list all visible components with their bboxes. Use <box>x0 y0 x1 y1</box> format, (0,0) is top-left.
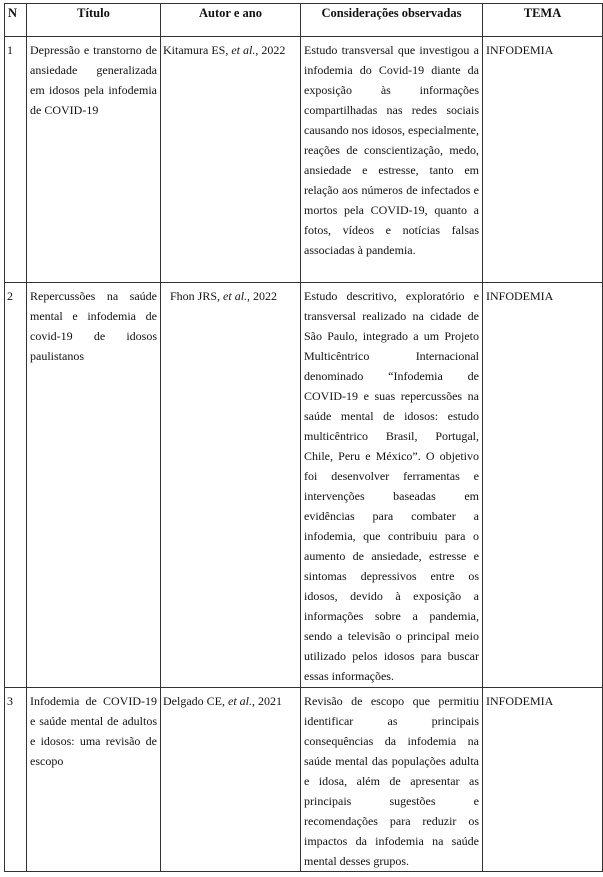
author-name: Fhon JRS, <box>170 289 221 303</box>
row-theme: INFODEMIA <box>483 688 603 872</box>
author-year: , 2022 <box>247 289 278 303</box>
considerations-text: Estudo transversal que investigou a infodemia do Covid-19 diante da exposição às informações compartilhadas nas redes sociais causando nos idosos, especialmente, reações de conscientização, medo, ansiedade e estresse, tanto em relação aos números de infectados e <box>304 43 479 197</box>
row-author <box>161 688 301 872</box>
row-theme: INFODEMIA <box>483 283 603 688</box>
header-row <box>5 4 603 37</box>
header-titulo: Título <box>27 4 161 37</box>
header-n: N <box>5 4 27 37</box>
row-number: 2 <box>5 283 27 688</box>
author-name: Delgado CE, <box>163 694 225 708</box>
author-etal: et al. <box>228 694 252 708</box>
author-name: Kitamura ES, <box>163 43 229 57</box>
row-number: 1 <box>5 37 27 283</box>
author-etal: et al. <box>231 43 256 57</box>
author-year: , 2022 <box>255 43 286 57</box>
header-tema: TEMA <box>483 4 603 37</box>
row-title: Infodemia de COVID-19 e saúde mental de adultos e idosos: uma revisão de escopo <box>27 688 161 872</box>
row-title: Depressão e transtorno de ansiedade generalizada em idosos pela infodemia de COVID-19 <box>27 37 161 283</box>
row-considerations <box>301 37 483 283</box>
row-title: Repercussões na saúde mental e infodemia de covid-19 de idosos paulistanos <box>27 283 161 688</box>
row-author <box>161 37 301 283</box>
author-etal: et al. <box>223 289 248 303</box>
author-year: , 2021 <box>252 694 282 708</box>
table-row <box>5 283 603 688</box>
table-row <box>5 37 603 283</box>
row-theme: INFODEMIA <box>483 37 603 283</box>
row-author <box>161 283 301 688</box>
header-consideracoes: Considerações observadas <box>301 4 483 37</box>
row-considerations: Estudo descritivo, exploratório e transversal realizado na cidade de São Paulo, integrado a um Projeto Multicêntrico Internacional denominado “Infodemia de COVID-19 e suas repercussões na saúde mental de idosos: estudo multicêntrico Brasil, Portugal, Chile, Peru e México”. O objetivo foi desenvolver ferramentas e intervenções baseadas em evidências para combater a infodemia, que contribuiu para o aumento de ansiedade, estresse e sintomas depressivos entre os idosos, devido à exposição a informações sobre a pandemia, sendo a televisão o principal meio utilizado pelos idosos para buscar essas informações. <box>301 283 483 688</box>
row-considerations: Revisão de escopo que permitiu identificar as principais consequências da infodemia na saúde mental das populações adulta e idosa, além de apresentar as principais sugestões e recomendações para reduzir os impactos da infodemia na saúde mental desses grupos. <box>301 688 483 872</box>
considerations-text-cont: mortos pela COVID-19, quanto a fotos, vídeos e notícias falsas associadas à pandemia. <box>304 203 479 257</box>
row-number: 3 <box>5 688 27 872</box>
header-autor: Autor e ano <box>161 4 301 37</box>
table-row <box>5 688 603 872</box>
review-table <box>4 3 603 872</box>
